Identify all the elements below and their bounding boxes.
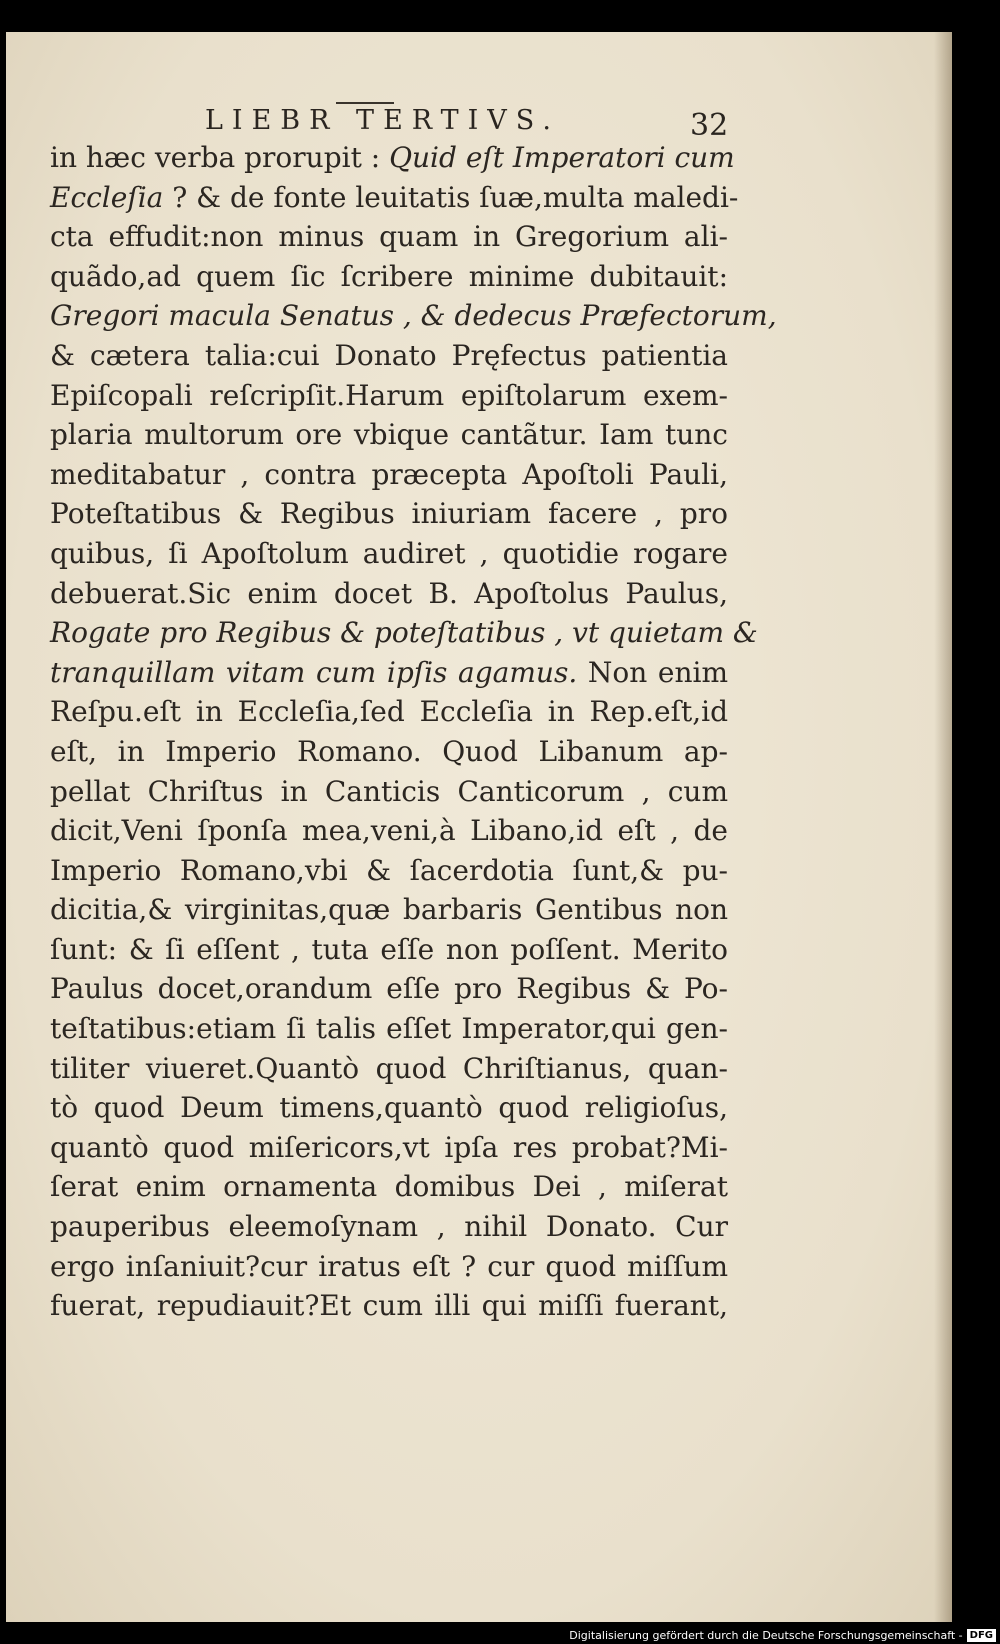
- roman-text: plaria multorum ore vbique cantãtur. Iam tunc: [50, 418, 728, 452]
- running-head: LIEBR TERTIVS.: [205, 105, 560, 136]
- page-gutter-shadow: [934, 32, 952, 1622]
- roman-text: in hæc verba prorupit :: [50, 141, 390, 174]
- text-line: [50, 178, 739, 218]
- body-text: [50, 138, 777, 1326]
- roman-text: Non enim: [577, 655, 728, 689]
- text-line: [50, 336, 728, 376]
- text-line: [50, 653, 728, 693]
- text-line: [50, 1009, 728, 1049]
- text-line: [50, 732, 728, 772]
- roman-text: quãdo,ad quem ſic ſcribere minime dubitauit:: [50, 259, 728, 293]
- text-line: [50, 692, 728, 732]
- text-line: [50, 1088, 728, 1128]
- roman-text: ergo inſaniuit?cur iratus eſt ? cur quod miſſum: [50, 1249, 728, 1283]
- text-line: [50, 138, 735, 178]
- roman-text: dicit,Veni ſponſa mea,veni,à Libano,id eſt , de: [50, 814, 728, 848]
- text-line: [50, 1128, 728, 1168]
- text-line: [50, 1049, 728, 1089]
- text-line: [50, 376, 728, 416]
- text-line: [50, 969, 728, 1009]
- text-line: [50, 455, 728, 495]
- italic-text: tranquillam vitam cum ipſis agamus.: [50, 655, 578, 689]
- italic-text: Eccleſia: [50, 180, 164, 214]
- roman-text: Imperio Romano,vbi & ſacerdotia ſunt,& pu-: [50, 853, 728, 887]
- footer-credit: Digitalisierung gefördert durch die Deutsche Forschungsgemeinschaft -: [569, 1628, 963, 1642]
- text-line: [50, 1207, 728, 1247]
- text-line: [50, 811, 728, 851]
- roman-text: meditabatur , contra præcepta Apoſtoli Pauli,: [50, 457, 728, 491]
- text-line: [50, 1286, 728, 1326]
- text-line: [50, 1167, 728, 1207]
- italic-text: Gregori macula Senatus , & dedecus Præfectorum,: [50, 299, 777, 333]
- italic-text: Rogate pro Regibus & poteſtatibus , vt quietam &: [50, 616, 758, 650]
- roman-text: dicitia,& virginitas,quæ barbaris Gentibus non: [50, 893, 728, 927]
- italic-text: Quid eſt Imperatori cum: [389, 141, 735, 174]
- roman-text: cta effudit:non minus quam in Gregorium ali-: [50, 220, 728, 254]
- text-line: [50, 415, 728, 455]
- roman-text: ſerat enim ornamenta domibus Dei , miſerat: [50, 1170, 728, 1204]
- text-line: [50, 257, 728, 297]
- roman-text: ? & de fonte leuitatis ſuæ,multa maledi-: [163, 180, 739, 214]
- roman-text: debuerat.Sic enim docet B. Apoſtolus Paulus,: [50, 576, 728, 610]
- roman-text: tò quod Deum timens,quantò quod religioſus,: [50, 1091, 728, 1125]
- roman-text: tiliter viueret.Quantò quod Chriſtianus, quan-: [50, 1051, 728, 1085]
- dfg-logo: DFG: [967, 1629, 996, 1642]
- roman-text: teſtatibus:etiam ſi talis eſſet Imperator,qui gen-: [50, 1012, 728, 1046]
- text-line: [50, 772, 728, 812]
- roman-text: Reſpu.eſt in Eccleſia,ſed Eccleſia in Rep.eſt,id: [50, 695, 728, 729]
- roman-text: quantò quod miſericors,vt ipſa res probat?Mi-: [50, 1130, 728, 1164]
- roman-text: Epiſcopali reſcripſit.Harum epiſtolarum exem-: [50, 378, 728, 412]
- roman-text: Poteſtatibus & Regibus iniuriam facere , pro: [50, 497, 728, 531]
- page-number: 32: [690, 108, 729, 143]
- text-line: [50, 494, 728, 534]
- text-line: [50, 574, 728, 614]
- text-line: [50, 851, 728, 891]
- roman-text: & cætera talia:cui Donato Pręfectus patientia: [50, 338, 728, 372]
- text-line: [50, 930, 728, 970]
- text-line: [50, 890, 728, 930]
- text-line: [50, 613, 758, 653]
- roman-text: quibus, ſi Apoſtolum audiret , quotidie rogare: [50, 536, 728, 570]
- text-line: [50, 1247, 728, 1287]
- roman-text: Paulus docet,orandum eſſe pro Regibus & Po-: [50, 972, 728, 1006]
- footer-credit-bar: [569, 1626, 1000, 1644]
- header-rule: [336, 102, 394, 104]
- text-line: [50, 296, 777, 336]
- roman-text: pauperibus eleemoſynam , nihil Donato. Cur: [50, 1210, 728, 1244]
- roman-text: fuerat, repudiauit?Et cum illi qui miſſi fuerant,: [50, 1289, 728, 1323]
- roman-text: eſt, in Imperio Romano. Quod Libanum ap-: [50, 734, 728, 768]
- book-page: [6, 32, 952, 1622]
- roman-text: pellat Chriſtus in Canticis Canticorum , cum: [50, 774, 728, 808]
- roman-text: ſunt: & ſi eſſent , tuta eſſe non poſſent. Merito: [50, 932, 728, 966]
- text-line: [50, 217, 728, 257]
- text-line: [50, 534, 728, 574]
